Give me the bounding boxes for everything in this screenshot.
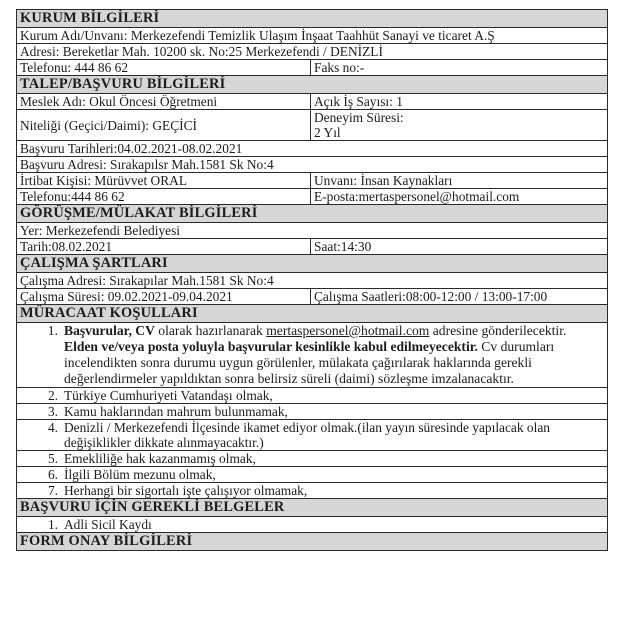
niteligi: Niteliği (Geçici/Daimi): GEÇİCİ — [17, 110, 311, 141]
section-header-talep: TALEP/BAŞVURU BİLGİLERİ — [17, 76, 608, 94]
list-text: Denizli / Merkezefendi İlçesinde ikamet ediyor olmak.(ilan yayın süresinde yapılacak olan değişiklikler dikkate alınmayacaktır.) — [64, 420, 550, 450]
section-header-belgeler: BAŞVURU İÇİN GEREKLİ BELGELER — [17, 499, 608, 517]
basvuru-tarihleri: Başvuru Tarihleri:04.02.2021-08.02.2021 — [17, 141, 608, 157]
talep-telefon: Telefonu:444 86 62 — [17, 189, 311, 205]
muracaat-list — [17, 323, 608, 499]
irtibat-kisisi: İrtibat Kişisi: Mürüvvet ORAL — [17, 173, 311, 189]
list-number: 2. — [47, 388, 58, 403]
list-text: Emekliliğe hak kazanmamış olmak, — [64, 451, 256, 466]
gorusme-yer: Yer: Merkezefendi Belediyesi — [17, 223, 608, 239]
kurum-faks: Faks no:- — [311, 60, 608, 76]
calisma-saatleri: Çalışma Saatleri:08:00-12:00 / 13:00-17:00 — [311, 289, 608, 305]
section-header-gorusme: GÖRÜŞME/MÜLAKAT BİLGİLERİ — [17, 205, 608, 223]
muracaat-item-6 — [17, 466, 607, 482]
calisma-adresi: Çalışma Adresi: Sırakapılar Mah.1581 Sk No:4 — [17, 273, 608, 289]
deneyim-label: Deneyim Süresi: — [314, 110, 404, 125]
basvuru-adresi: Başvuru Adresi: Sırakapılsr Mah.1581 Sk No:4 — [17, 157, 608, 173]
section-header-form-onay: FORM ONAY BİLGİLERİ — [17, 533, 608, 551]
list-number: 3. — [47, 404, 58, 419]
muracaat-item-3 — [17, 403, 607, 419]
list-text — [64, 323, 607, 387]
unvani: Unvanı: İnsan Kaynakları — [311, 173, 608, 189]
list-number: 1. — [47, 517, 58, 532]
muracaat-item-7 — [17, 482, 607, 498]
list-number: 4. — [47, 420, 58, 435]
list-number: 1. — [47, 323, 58, 338]
belgeler-list — [17, 517, 608, 533]
gorusme-tarih: Tarih:08.02.2021 — [17, 239, 311, 255]
belgeler-item-1 — [17, 517, 607, 532]
list-text: Herhangi bir sigortalı işte çalışıyor olmamak, — [64, 483, 308, 498]
plain-text: adresine gönderilecektir. — [429, 323, 567, 338]
kurum-adres: Adresi: Bereketlar Mah. 10200 sk. No:25 Merkezefendi / DENİZLİ — [17, 44, 608, 60]
section-header-kurum: KURUM BİLGİLERİ — [17, 10, 608, 28]
calisma-suresi: Çalışma Süresi: 09.02.2021-09.04.2021 — [17, 289, 311, 305]
gorusme-saat: Saat:14:30 — [311, 239, 608, 255]
plain-text: Cv durumları incelendikten sonra durumu uygun görülenler, mülakata çağırılarak haklarında gerekli değerlendirmeler yapıldıktan sonra belirsiz süreli (daimi) sözleşme imzalanacaktır. — [64, 339, 555, 386]
muracaat-item-4 — [17, 419, 607, 450]
list-text: Türkiye Cumhuriyeti Vatandaşı olmak, — [64, 388, 273, 403]
deneyim-value: 2 Yıl — [314, 125, 341, 140]
bold-text: Elden ve/veya posta yoluyla başvurular kesinlikle kabul edilmeyecektir. — [64, 339, 478, 354]
job-posting-form — [16, 9, 607, 551]
list-text: Kamu haklarından mahrum bulunmamak, — [64, 404, 288, 419]
acik-is-sayisi: Açık İş Sayısı: 1 — [311, 94, 608, 110]
form-table — [16, 9, 608, 551]
muracaat-item-1 — [17, 323, 607, 387]
list-number: 7. — [47, 483, 58, 498]
talep-eposta: E-posta:mertaspersonel@hotmail.com — [311, 189, 608, 205]
bold-text: Başvurular, CV — [64, 323, 155, 338]
plain-text: olarak hazırlanarak — [154, 323, 267, 338]
email-link[interactable]: mertaspersonel@hotmail.com — [266, 323, 430, 338]
list-number: 6. — [47, 467, 58, 482]
muracaat-items — [17, 387, 607, 498]
muracaat-item-2 — [17, 387, 607, 403]
section-header-calisma: ÇALIŞMA ŞARTLARI — [17, 255, 608, 273]
deneyim-suresi — [311, 110, 608, 141]
section-header-muracaat: MÜRACAAT KOŞULLARI — [17, 305, 608, 323]
list-text: Adli Sicil Kaydı — [64, 517, 152, 532]
kurum-unvan: Kurum Adı/Unvanı: Merkezefendi Temizlik Ulaşım İnşaat Taahhüt Sanayi ve ticaret A.Ş — [17, 28, 608, 44]
kurum-telefon: Telefonu: 444 86 62 — [17, 60, 311, 76]
meslek-adi: Meslek Adı: Okul Öncesi Öğretmeni — [17, 94, 311, 110]
list-number: 5. — [47, 451, 58, 466]
list-text: İlgili Bölüm mezunu olmak, — [64, 467, 216, 482]
muracaat-item-5 — [17, 450, 607, 466]
